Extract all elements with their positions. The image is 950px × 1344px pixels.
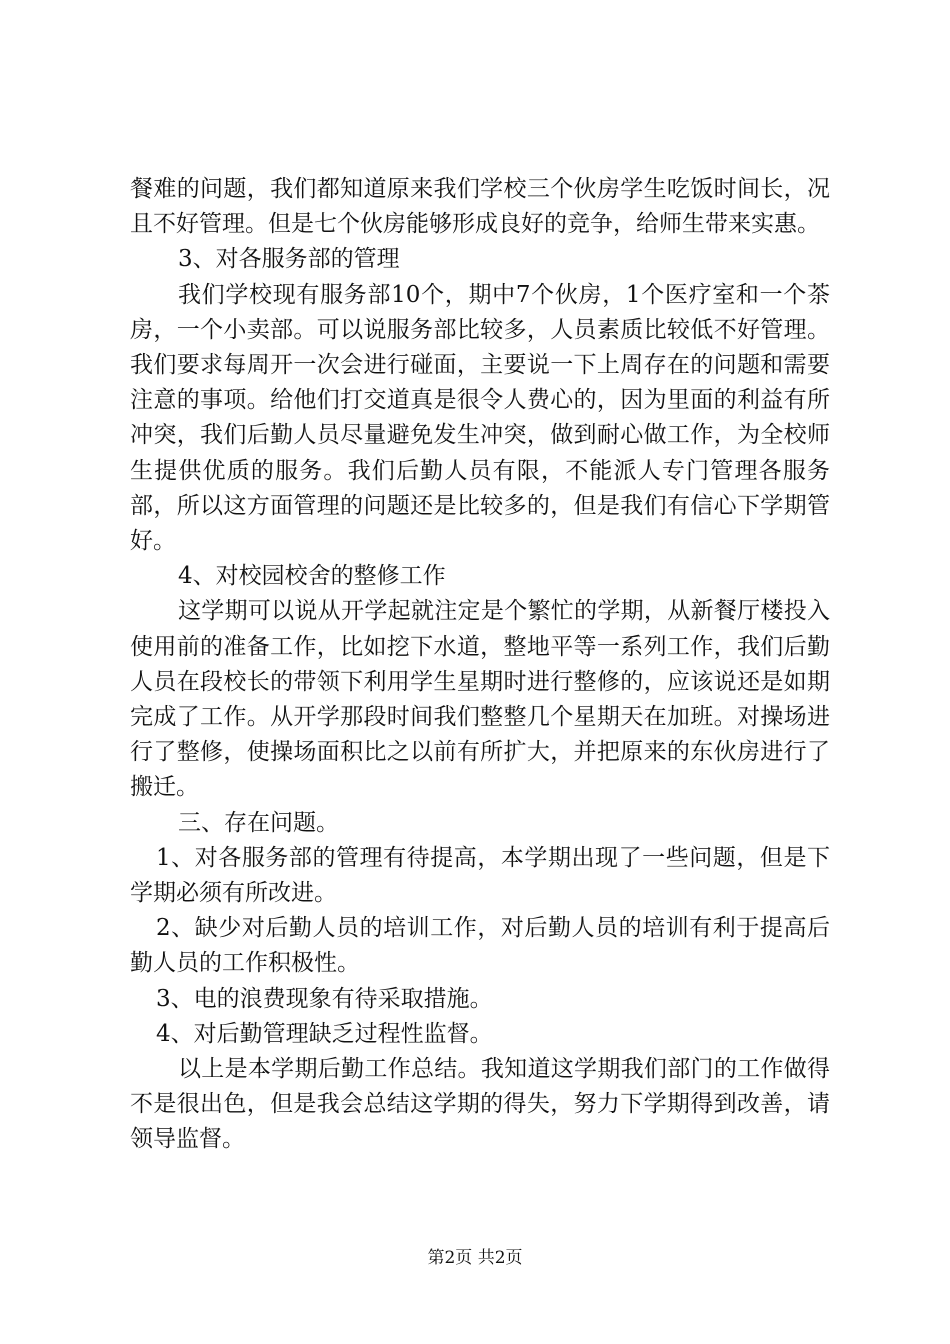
section-heading-campus-repair: 4、对校园校舍的整修工作 (178, 563, 446, 590)
list-item-problem-3: 3、电的浪费现象有待采取措施。 (156, 985, 493, 1012)
list-item-problem-4: 4、对后勤管理缺乏过程性监督。 (156, 1020, 493, 1047)
document-body (130, 172, 830, 1158)
paragraph-continuation: 餐难的问题，我们都知道原来我们学校三个伙房学生吃饭时间长，况且不好管理。但是七个伙房能够形成良好的竞争，给师生带来实惠。 (130, 176, 830, 238)
section-heading-service-management: 3、对各服务部的管理 (178, 246, 400, 273)
section-heading-problems: 三、存在问题。 (178, 809, 339, 836)
paragraph-conclusion: 以上是本学期后勤工作总结。我知道这学期我们部门的工作做得不是很出色，但是我会总结这学期的得失，努力下学期得到改善，请领导监督。 (130, 1056, 830, 1153)
list-item-problem-2: 2、缺少对后勤人员的培训工作，对后勤人员的培训有利于提高后勤人员的工作积极性。 (130, 915, 830, 977)
page-footer: 第2页 共2页 (427, 1248, 523, 1268)
list-item-problem-1: 1、对各服务部的管理有待提高，本学期出现了一些问题，但是下学期必须有所改进。 (130, 844, 830, 907)
paragraph-service-management: 我们学校现有服务部10个，期中7个伙房，1个医疗室和一个茶房，一个小卖部。可以说服务部比较多，人员素质比较低不好管理。我们要求每周开一次会进行碰面，主要说一下上周存在的问题和需要注意的事项。给他们打交道真是很令人费心的，因为里面的利益有所冲突，我们后勤人员尽量避免发生冲突，做到耐心做工作，为全校师生提供优质的服务。我们后勤人员有限，不能派人专门管理各服务部，所以这方面管理的问题还是比较多的，但是我们有信心下学期管好。 (130, 281, 830, 555)
paragraph-campus-repair: 这学期可以说从开学起就注定是个繁忙的学期，从新餐厅楼投入使用前的准备工作，比如挖下水道，整地平等一系列工作，我们后勤人员在段校长的带领下利用学生星期时进行整修的，应该说还是如期完成了工作。从开学那段时间我们整整几个星期天在加班。对操场进行了整修，使操场面积比之以前有所扩大，并把原来的东伙房进行了搬迁。 (130, 598, 830, 801)
